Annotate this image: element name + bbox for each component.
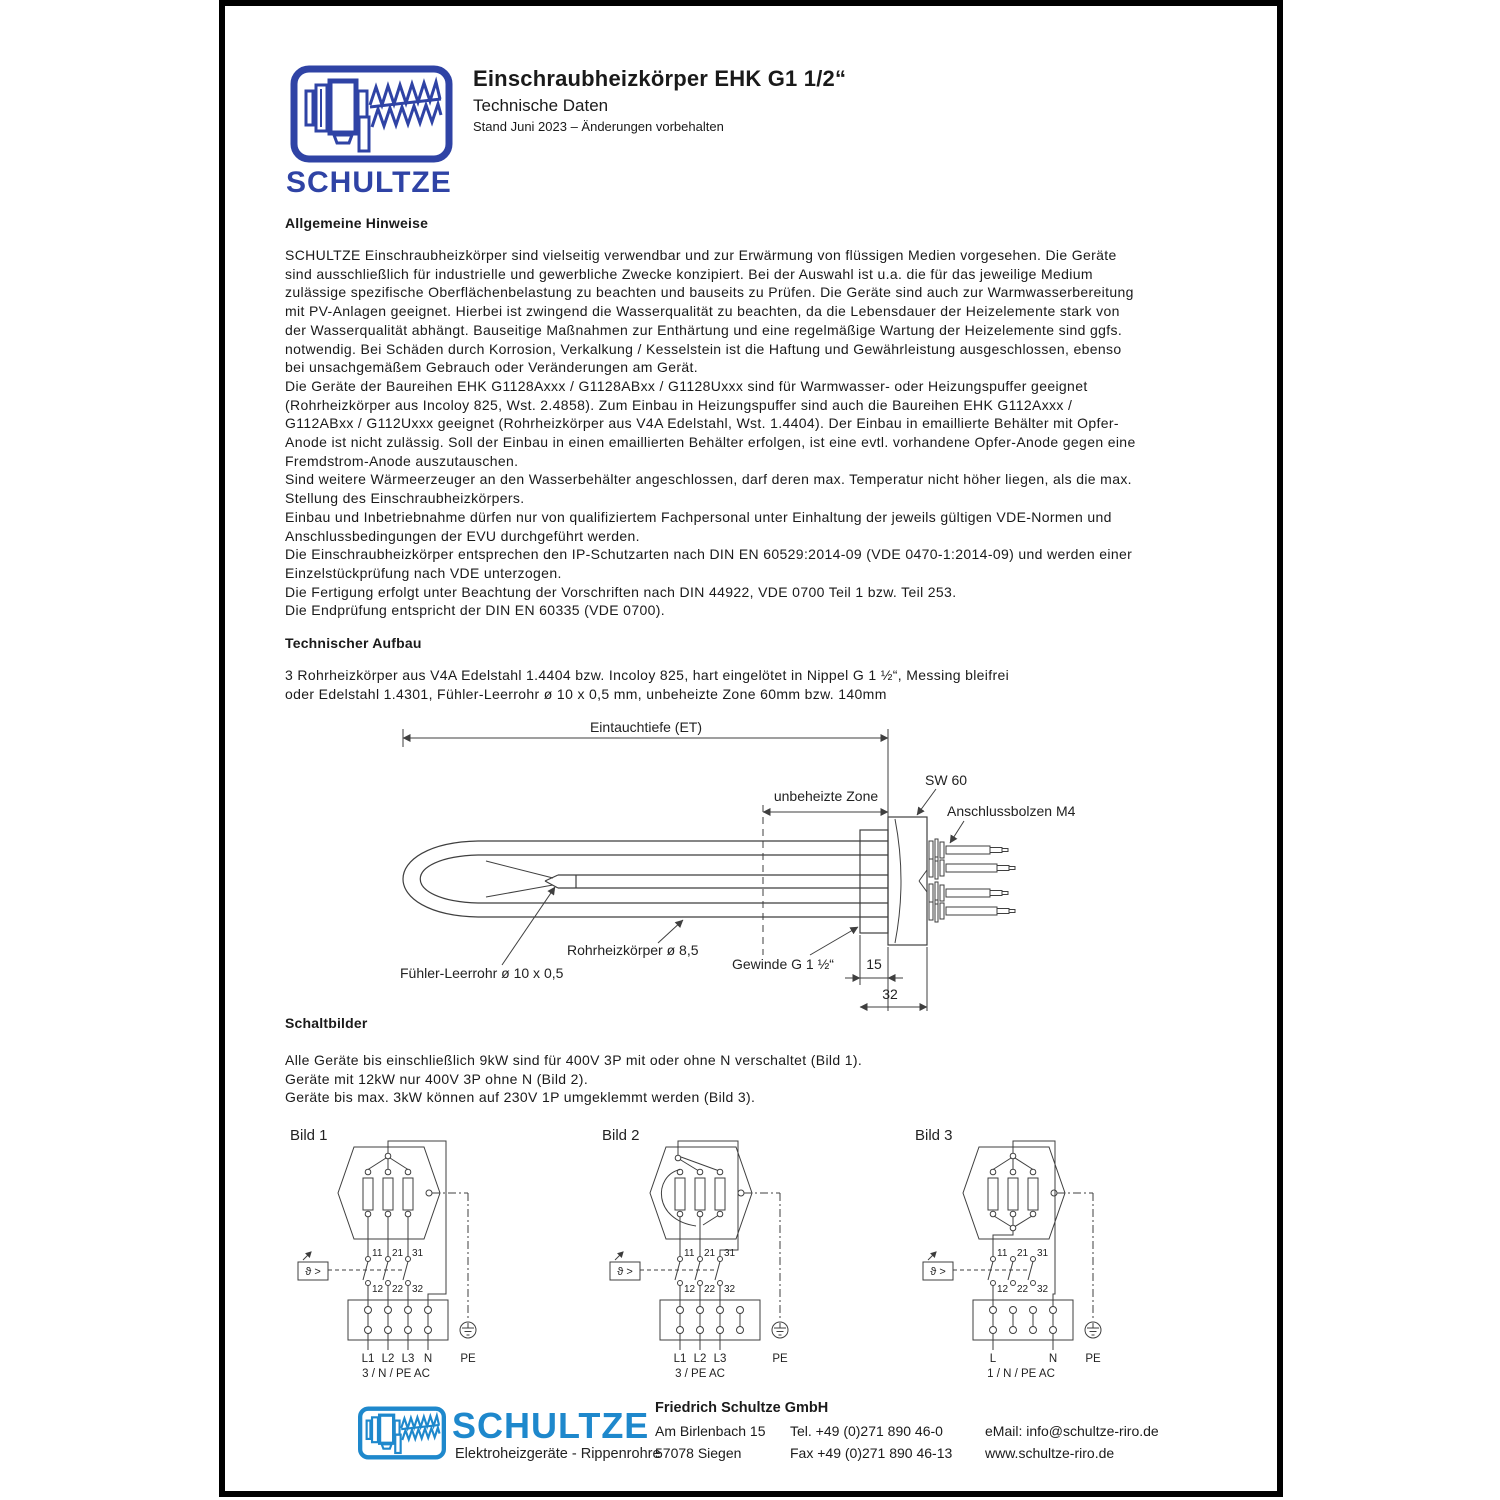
technical-drawing bbox=[390, 715, 1130, 1015]
wiring-diagram-bild3 bbox=[908, 1122, 1158, 1384]
pe-label: PE bbox=[772, 1353, 788, 1365]
wiring-diagram-bild2 bbox=[595, 1122, 845, 1384]
terminal-label: L2 bbox=[381, 1353, 395, 1365]
wiring-diagram-bild1 bbox=[283, 1122, 533, 1384]
footer-email: eMail: info@schultze-riro.de bbox=[985, 1423, 1159, 1439]
contact-label: 32 bbox=[724, 1284, 736, 1295]
schultze-logo bbox=[290, 65, 453, 163]
contact-label: 11 bbox=[997, 1248, 1008, 1259]
diagram-graphics bbox=[610, 1141, 788, 1350]
terminal-label: L3 bbox=[401, 1353, 415, 1365]
heater-glyph-icon bbox=[360, 1409, 444, 1458]
contact-label: 11 bbox=[372, 1248, 383, 1259]
text-line: G112ABxx / G112Uxxx geeignet (Rohrheizkörper aus V4A Edelstahl, Wst. 1.4404). Der Einbau in emaillierte Behälter mit Opfer- bbox=[285, 415, 1119, 432]
text-line: sind ausschließlich für industrielle und gewerbliche Zwecke konzipiert. Bei der Auswahl ist u.a. die für das jeweilige Medium bbox=[285, 265, 1093, 282]
label-sensor-tube: Fühler-Leerrohr ø 10 x 0,5 bbox=[400, 965, 564, 981]
label-thread: Gewinde G 1 ½“ bbox=[732, 956, 834, 972]
footer-brand-wordmark: SCHULTZE bbox=[452, 1405, 650, 1446]
text-line: 3 Rohrheizkörper aus V4A Edelstahl 1.4404 bzw. Incoloy 825, hart eingelötet in Nippel G 1 ½“, Messing bleifrei bbox=[285, 667, 1010, 683]
footer-tel: Tel. +49 (0)271 890 46-0 bbox=[790, 1423, 943, 1439]
diagram-graphics bbox=[923, 1141, 1101, 1350]
contact-label: 22 bbox=[392, 1284, 404, 1295]
contact-label: 31 bbox=[724, 1248, 736, 1259]
thermostat-symbol: ϑ > bbox=[617, 1266, 633, 1278]
diagram-title: Bild 1 bbox=[290, 1127, 328, 1144]
terminal-label: L3 bbox=[713, 1353, 727, 1365]
footer-brand-subtitle: Elektroheizgeräte - Rippenrohre bbox=[455, 1446, 661, 1462]
terminal-label: N bbox=[423, 1353, 433, 1365]
contact-label: 31 bbox=[1037, 1248, 1049, 1259]
label-dim-32: 32 bbox=[882, 986, 898, 1002]
revision-note: Stand Juni 2023 – Änderungen vorbehalten bbox=[473, 119, 724, 134]
pe-label: PE bbox=[460, 1353, 476, 1365]
diagram-title: Bild 2 bbox=[602, 1127, 640, 1144]
footer-address-street: Am Birlenbach 15 bbox=[655, 1423, 766, 1439]
label-terminal-bolts: Anschlussbolzen M4 bbox=[947, 803, 1076, 819]
text-line: Fremdstrom-Anode auszutauschen. bbox=[285, 452, 519, 469]
footer-company: Friedrich Schultze GmbH bbox=[655, 1400, 829, 1416]
text-line: Anode ist nicht zulässig. Soll der Einbau in einen emaillierten Behälter erfolgen, ist eine evtl. vorhandene Opfer-Anode gegen eine bbox=[285, 434, 1136, 451]
bolt bbox=[929, 839, 1008, 861]
diagram-title: Bild 3 bbox=[915, 1127, 953, 1144]
terminal-label: L1 bbox=[673, 1353, 687, 1365]
footer-logo bbox=[358, 1403, 446, 1463]
text-line: Anschlussbedingungen der EVU durchgeführt werden. bbox=[285, 527, 640, 544]
contact-label: 32 bbox=[1037, 1284, 1049, 1295]
terminal-label: N bbox=[1048, 1353, 1058, 1365]
diagram-graphics bbox=[298, 1141, 476, 1350]
text-line: Stellung des Einschraubheizkörpers. bbox=[285, 490, 525, 507]
drawing-labels bbox=[400, 772, 1076, 981]
text-line: mit PV-Anlagen geeignet. Hierbei ist zwingend die Wasserqualität zu beachten, da die Lebensdauer der Heizelemente stark von bbox=[285, 303, 1120, 320]
text-line: Alle Geräte bis einschließlich 9kW sind für 400V 3P mit oder ohne N verschaltet (Bild 1). bbox=[285, 1052, 863, 1068]
section-heading-construction: Technischer Aufbau bbox=[285, 635, 422, 651]
contact-label: 32 bbox=[412, 1284, 424, 1295]
text-line: Geräte mit 12kW nur 400V 3P ohne N (Bild 2). bbox=[285, 1070, 589, 1087]
label-wrench-size: SW 60 bbox=[925, 772, 968, 788]
label-unheated-zone: unbeheizte Zone bbox=[773, 788, 879, 804]
contact-label: 31 bbox=[412, 1248, 424, 1259]
text-line: Die Endprüfung entspricht der DIN EN 60335 (VDE 0700). bbox=[285, 602, 665, 619]
text-line: Einbau und Inbetriebnahme dürfen nur von qualifiziertem Fachpersonal unter Einhaltung der jeweils gültigen VDE-Normen und bbox=[285, 508, 1112, 525]
bolt bbox=[929, 857, 1015, 879]
contact-label: 21 bbox=[1017, 1248, 1029, 1259]
footer-web: www.schultze-riro.de bbox=[985, 1445, 1115, 1461]
brand-wordmark: SCHULTZE bbox=[286, 166, 452, 199]
terminal-label: L1 bbox=[361, 1353, 375, 1365]
contact-label: 12 bbox=[997, 1284, 1009, 1295]
text-line: der Wasserqualität abhängt. Bauseitige Maßnahmen zur Enthärtung und eine regelmäßige Wartung der Heizelemente sind ggfs. bbox=[285, 321, 1123, 338]
system-label: 3 / PE AC bbox=[675, 1368, 725, 1380]
contact-label: 22 bbox=[704, 1284, 716, 1295]
thermostat-symbol: ϑ > bbox=[930, 1266, 946, 1278]
contact-label: 11 bbox=[684, 1248, 695, 1259]
label-dim-15: 15 bbox=[866, 956, 882, 972]
page-title: Einschraubheizkörper EHK G1 1/2“ bbox=[473, 66, 847, 91]
pe-label: PE bbox=[1085, 1353, 1101, 1365]
label-heating-rod: Rohrheizkörper ø 8,5 bbox=[567, 942, 699, 958]
bolt bbox=[929, 882, 1008, 904]
bolt bbox=[929, 900, 1015, 922]
text-line: notwendig. Bei Schäden durch Korrosion, Verkalkung / Kesselstein ist die Haftung und Gewährleistung ausgeschlossen, ebenso bbox=[285, 340, 1122, 357]
text-line: Einzelstückprüfung nach VDE unterzogen. bbox=[285, 564, 562, 581]
thermostat-symbol: ϑ > bbox=[305, 1266, 321, 1278]
label-immersion-depth: Eintauchtiefe (ET) bbox=[589, 719, 703, 735]
heating-element-outline bbox=[403, 841, 888, 917]
footer-address-city: 57078 Siegen bbox=[655, 1445, 742, 1461]
contact-label: 22 bbox=[1017, 1284, 1029, 1295]
page-subtitle: Technische Daten bbox=[473, 96, 609, 115]
terminal-label: L2 bbox=[693, 1353, 707, 1365]
text-line: zulässige spezifische Oberflächenbelastung zu beachten und bauseits zu Prüfen. Die Geräte sind auch zur Warmwasserbereitung bbox=[285, 284, 1134, 301]
text-line: (Rohrheizkörper aus Incoloy 825, Wst. 2.4858). Zum Einbau in Heizungspuffer sind auch die Baureihen EHK G112Axxx / bbox=[285, 396, 1073, 413]
text-line: Geräte bis max. 3kW können auf 230V 1P umgeklemmt werden (Bild 3). bbox=[285, 1089, 756, 1106]
text-line: oder Edelstahl 1.4301, Fühler-Leerrohr ø 10 x 0,5 mm, unbeheizte Zone 60mm bzw. 140mm bbox=[285, 685, 887, 702]
text-line: Die Fertigung erfolgt unter Beachtung der Vorschriften nach DIN 44922, VDE 0700 Teil 1 bzw. Teil 253. bbox=[285, 583, 957, 600]
flange-and-hex-nipple bbox=[860, 817, 927, 945]
wiring-text bbox=[285, 1051, 862, 1107]
terminal-bolts bbox=[929, 839, 1015, 922]
text-line: SCHULTZE Einschraubheizkörper sind vielseitig verwendbar und zur Erwärmung von flüssigen Medien vorgesehen. Die Geräte bbox=[285, 247, 1117, 263]
contact-label: 12 bbox=[684, 1284, 696, 1295]
system-label: 1 / N / PE AC bbox=[987, 1368, 1055, 1380]
section-heading-general: Allgemeine Hinweise bbox=[285, 215, 429, 231]
text-line: Sind weitere Wärmeerzeuger an den Wasserbehälter angeschlossen, darf deren max. Temperatur nicht höher liegen, als die max. bbox=[285, 471, 1132, 488]
system-label: 3 / N / PE AC bbox=[362, 1368, 430, 1380]
dimension-unheated-zone bbox=[763, 788, 888, 955]
footer-fax: Fax +49 (0)271 890 46-13 bbox=[790, 1445, 953, 1461]
contact-label: 21 bbox=[392, 1248, 404, 1259]
contact-label: 21 bbox=[704, 1248, 716, 1259]
text-line: Die Geräte der Baureihen EHK G1128Axxx / G1128ABxx / G1128Uxxx sind für Warmwasser- oder Heizungspuffer geeignet bbox=[285, 377, 1088, 394]
contact-label: 12 bbox=[372, 1284, 384, 1295]
general-text bbox=[285, 246, 1136, 620]
text-line: bei unsachgemäßem Gebrauch oder Veränderungen am Gerät. bbox=[285, 359, 699, 376]
construction-text bbox=[285, 666, 1009, 703]
text-line: Die Einschraubheizkörper entsprechen den IP-Schutzarten nach DIN EN 60529:2014-09 (VDE 0470-1:2014-09) und werden einer bbox=[285, 546, 1133, 563]
section-heading-wiring: Schaltbilder bbox=[285, 1015, 368, 1031]
heater-glyph-icon bbox=[294, 69, 449, 159]
terminal-label: L bbox=[989, 1353, 997, 1365]
